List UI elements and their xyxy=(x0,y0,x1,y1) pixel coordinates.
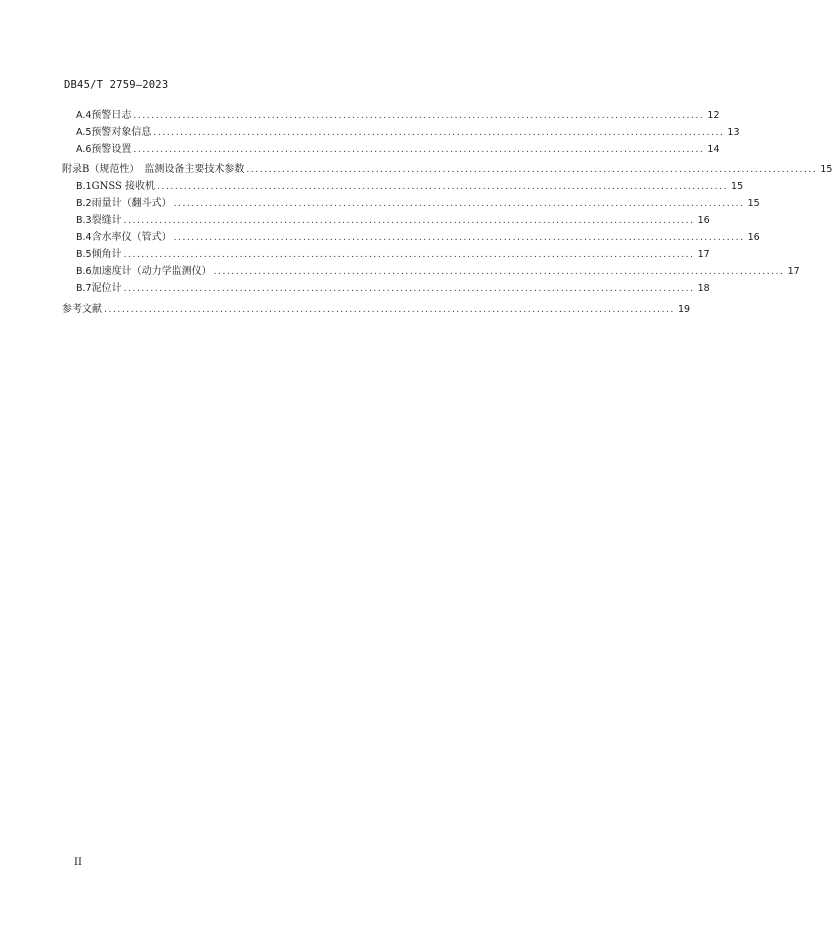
toc-entry-number: B.5 xyxy=(76,249,92,260)
toc-entry-b1[interactable] xyxy=(76,180,744,194)
toc-leader-dots: ................................................................................................................................ xyxy=(123,216,695,226)
toc-entry-number: B.2 xyxy=(76,198,92,209)
toc-entry-b4[interactable] xyxy=(76,231,760,245)
toc-entry-number: B.4 xyxy=(76,232,92,243)
toc-entry-page: 15 xyxy=(747,198,760,209)
toc-entry-title: 附录B（规范性） 监测设备主要技术参数 xyxy=(62,164,245,175)
toc-entry-number: B.6 xyxy=(76,266,92,277)
toc-leader-dots: ................................................................................................................................ xyxy=(133,145,705,155)
toc-leader-dots: ................................................................................................................................ xyxy=(123,284,695,294)
toc-entry-appendix-b[interactable] xyxy=(62,163,832,177)
toc-entry-page: 15 xyxy=(731,181,744,192)
toc-entry-title: 预警对象信息 xyxy=(91,127,152,138)
toc-entry-title: 预警日志 xyxy=(91,110,132,121)
toc-entry-a5[interactable] xyxy=(76,126,740,140)
toc-entry-title: 参考文献 xyxy=(62,304,102,315)
toc-entry-number: A.5 xyxy=(76,127,92,138)
toc-entry-title: 预警设置 xyxy=(91,144,132,155)
toc-entry-title: 泥位计 xyxy=(91,283,122,294)
toc-leader-dots: ................................................................................................................................ xyxy=(104,305,675,315)
toc-leader-dots: ................................................................................................................................ xyxy=(157,182,729,192)
toc-leader-dots: ................................................................................................................................ xyxy=(213,267,785,277)
page-number: II xyxy=(74,857,82,868)
toc-entry-page: 16 xyxy=(747,232,760,243)
toc-leader-dots: ................................................................................................................................ xyxy=(153,128,725,138)
toc-entry-number: B.3 xyxy=(76,215,92,226)
toc-entry-number: B.1 xyxy=(76,181,92,192)
toc-entry-b2[interactable] xyxy=(76,197,760,211)
toc-entry-page: 19 xyxy=(678,304,691,315)
toc-leader-dots: ................................................................................................................................ xyxy=(133,111,705,121)
toc-leader-dots: ................................................................................................................................ xyxy=(246,165,818,175)
toc-entry-page: 16 xyxy=(697,215,710,226)
toc-entry-a4[interactable] xyxy=(76,109,720,123)
toc-entry-b6[interactable] xyxy=(76,265,800,279)
toc-entry-page: 13 xyxy=(727,127,740,138)
toc-entry-title: 雨量计（翻斗式） xyxy=(91,198,172,209)
toc-entry-page: 17 xyxy=(787,266,800,277)
toc-entry-title: 倾角计 xyxy=(91,249,122,260)
toc-leader-dots: ................................................................................................................................ xyxy=(123,250,695,260)
toc-entry-number: A.4 xyxy=(76,110,92,121)
toc-entry-b5[interactable] xyxy=(76,248,710,262)
document-code-header: DB45/T 2759—2023 xyxy=(64,79,169,91)
toc-entry-references[interactable] xyxy=(62,303,691,317)
toc-entry-title: 加速度计（动力学监测仪） xyxy=(91,266,212,277)
toc-entry-title: 裂缝计 xyxy=(91,215,122,226)
toc-entry-number: A.6 xyxy=(76,144,92,155)
toc-entry-number: B.7 xyxy=(76,283,92,294)
toc-entry-page: 18 xyxy=(697,283,710,294)
toc-entry-page: 17 xyxy=(697,249,710,260)
toc-entry-b3[interactable] xyxy=(76,214,710,228)
toc-entry-page: 12 xyxy=(707,110,720,121)
toc-entry-a6[interactable] xyxy=(76,143,720,157)
toc-entry-b7[interactable] xyxy=(76,282,710,296)
toc-entry-title: 含水率仪（管式） xyxy=(91,232,172,243)
toc-entry-title: GNSS 接收机 xyxy=(91,181,156,192)
toc-entry-page: 14 xyxy=(707,144,720,155)
toc-leader-dots: ................................................................................................................................ xyxy=(173,199,745,209)
toc-leader-dots: ................................................................................................................................ xyxy=(173,233,745,243)
toc-entry-page: 15 xyxy=(820,164,832,175)
